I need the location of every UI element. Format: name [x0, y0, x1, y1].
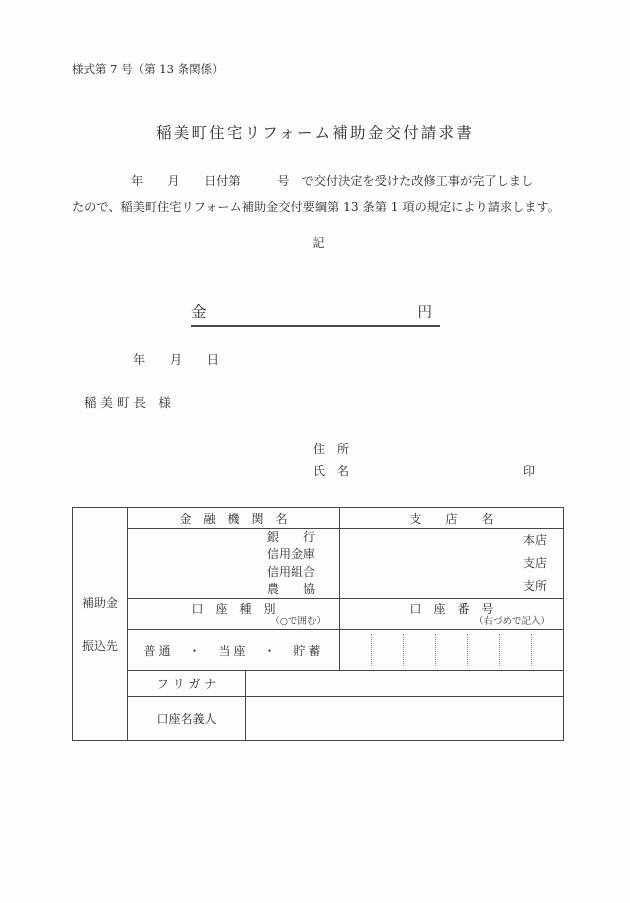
seal-label: 印 — [523, 464, 536, 478]
branch-option-honten[interactable]: 本店 — [522, 533, 547, 547]
branch-name-cell[interactable] — [340, 529, 563, 598]
transfer-details-table — [72, 507, 564, 741]
side-label-line2: 振込先 — [81, 639, 118, 653]
account-type-header: 口 座 種 別 — [191, 602, 276, 616]
account-holder-label: 口座名義人 — [128, 697, 246, 740]
addressee-mayor: 稲 美 町 長 様 — [84, 395, 171, 410]
account-digit-cell[interactable] — [467, 634, 499, 666]
account-digit-cell[interactable] — [371, 634, 403, 666]
institution-name-header: 金 融 機 関 名 — [128, 508, 340, 528]
account-entry-row — [128, 630, 563, 671]
date-fill-line[interactable]: 年 月 日 — [133, 353, 220, 367]
account-type-options[interactable]: 普通 ・ 当座 ・ 貯蓄 — [128, 630, 340, 670]
form-number: 様式第 7 号（第 13 条関係） — [72, 62, 224, 76]
institution-option-kumiai[interactable]: 信用組合 — [266, 564, 315, 579]
account-holder-row — [128, 697, 563, 740]
account-digit-cell[interactable] — [531, 634, 563, 666]
page-title: 稲美町住宅リフォーム補助金交付請求書 — [156, 124, 474, 142]
account-type-note: （○で囲む） — [270, 616, 326, 627]
branch-option-shiten[interactable]: 支店 — [522, 556, 547, 570]
side-label-line1: 補助金 — [81, 596, 118, 610]
account-type-header-cell — [128, 599, 340, 629]
account-number-note: （右づめで記入） — [473, 616, 550, 627]
account-number-cells[interactable] — [340, 630, 563, 670]
furigana-input-cell[interactable] — [246, 671, 563, 696]
table-header-row — [128, 508, 563, 529]
institution-branch-row — [128, 529, 563, 599]
account-holder-input-cell[interactable] — [246, 697, 563, 740]
furigana-row — [128, 671, 563, 697]
account-digit-cell[interactable] — [340, 634, 371, 666]
institution-name-cell[interactable] — [128, 529, 340, 598]
account-digit-cell[interactable] — [403, 634, 435, 666]
body-text-line1: 年 月 日付第 号 で交付決定を受けた改修工事が完了しまし — [131, 174, 534, 188]
amount-suffix-label: 円 — [417, 305, 432, 321]
table-main-area — [128, 508, 563, 740]
body-text-line2: たので、稲美町住宅リフォーム補助金交付要綱第 13 条第 1 項の規定により請求します。 — [72, 200, 560, 214]
account-number-header-cell — [340, 599, 563, 629]
account-number-header: 口 座 番 号 — [409, 602, 494, 616]
amount-fill-line[interactable] — [191, 298, 440, 327]
institution-option-shinkin[interactable]: 信用金庫 — [266, 547, 315, 561]
branch-name-header: 支 店 名 — [409, 511, 494, 526]
name-label: 氏 名 — [313, 464, 350, 478]
address-label: 住 所 — [313, 442, 350, 456]
account-header-row — [128, 599, 563, 630]
branch-option-shisho[interactable]: 支所 — [522, 579, 547, 593]
account-digit-cell[interactable] — [499, 634, 531, 666]
institution-option-bank[interactable]: 銀 行 — [266, 529, 315, 544]
table-side-label — [73, 508, 128, 740]
record-heading: 記 — [312, 236, 325, 250]
institution-option-nokyo[interactable]: 農 協 — [266, 582, 315, 596]
amount-prefix-label: 金 — [191, 303, 207, 321]
furigana-label: フ リ ガ ナ — [128, 671, 246, 696]
account-digit-cell[interactable] — [435, 634, 467, 666]
